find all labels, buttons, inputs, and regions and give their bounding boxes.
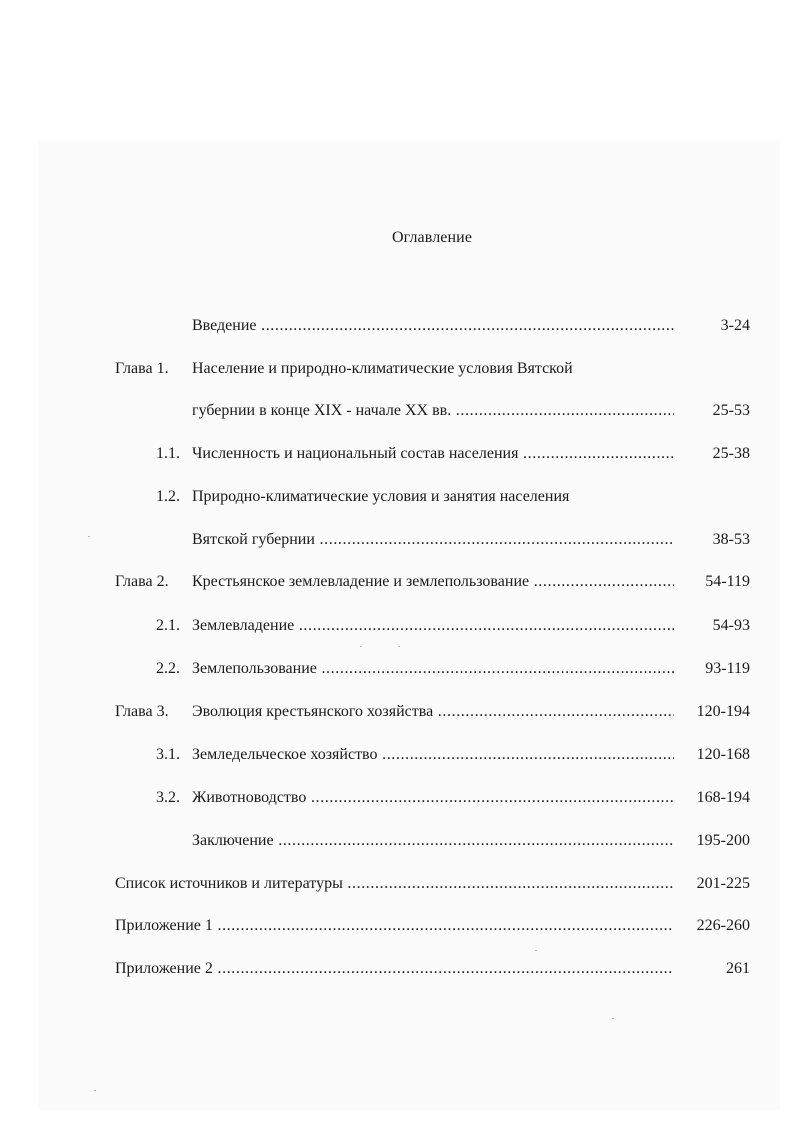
section-number: 1.2. — [156, 488, 180, 505]
chapter-number: Глава 1. — [115, 360, 169, 377]
toc-entry-bibliography[interactable] — [115, 872, 750, 896]
scan-speck — [94, 1090, 96, 1091]
toc-entry-label: Земледельческое хозяйство ..... — [192, 743, 674, 767]
toc-entry-pages: 93-119 — [705, 660, 750, 677]
toc-entry-pages: 120-194 — [696, 703, 750, 720]
toc-entry-pages: 201-225 — [696, 875, 750, 892]
toc-entry-section-1-2-line1[interactable] — [115, 485, 750, 509]
toc-entry-pages: 195-200 — [696, 832, 750, 849]
toc-entry-pages: 54-93 — [712, 617, 750, 634]
toc-entry-label: Землевладение ..... — [192, 614, 674, 638]
chapter-number: Глава 2. — [115, 573, 169, 590]
toc-entry-label: Численность и национальный состав населения ..... — [192, 442, 674, 466]
section-number: 2.1. — [156, 617, 180, 634]
section-number: 2.2. — [156, 660, 180, 677]
toc-entry-label: Приложение 1 ..... — [115, 914, 674, 938]
scan-speck — [360, 646, 362, 647]
toc-entry-label: Землепользование ..... — [192, 657, 674, 681]
scan-speck — [88, 536, 90, 537]
toc-entry-appendix-2[interactable] — [115, 957, 750, 981]
toc-entry-label: Эволюция крестьянского хозяйства ..... — [192, 700, 674, 724]
toc-entry-pages: 168-194 — [696, 789, 750, 806]
toc-entry-label: Приложение 2 ..... — [115, 957, 674, 981]
section-number: 1.1. — [156, 445, 180, 462]
toc-entry-label: Вятской губернии ..... — [192, 528, 674, 552]
toc-entry-label: Природно-климатические условия и занятия населения — [192, 488, 570, 505]
toc-entry-appendix-1[interactable] — [115, 914, 750, 938]
toc-entry-label: Введение ..... — [192, 314, 674, 338]
toc-entry-label: Население и природно-климатические условия Вятской — [192, 360, 573, 377]
toc-entry-section-1-1[interactable] — [115, 442, 750, 466]
section-number: 3.2. — [156, 789, 180, 806]
toc-entry-pages: 3-24 — [720, 317, 750, 334]
toc-entry-label: Список источников и литературы ..... — [115, 872, 674, 896]
toc-title: Оглавление — [391, 229, 473, 246]
section-number: 3.1. — [156, 746, 180, 763]
toc-entry-pages: 226-260 — [696, 917, 750, 934]
toc-entry-label: Заключение ..... — [192, 829, 674, 853]
toc-entry-pages: 120-168 — [696, 746, 750, 763]
toc-entry-pages: 38-53 — [712, 531, 750, 548]
toc-entry-chapter-2[interactable] — [115, 570, 750, 594]
toc-entry-section-3-1[interactable] — [115, 743, 750, 767]
scan-speck — [535, 950, 537, 951]
toc-entry-label: губернии в конце XIX - начале XX вв. ..... — [192, 399, 674, 423]
toc-entry-pages: 25-53 — [712, 402, 750, 419]
toc-entry-pages: 54-119 — [705, 573, 750, 590]
scan-speck — [612, 1018, 614, 1019]
toc-entry-pages: 261 — [726, 960, 750, 977]
toc-entry-conclusion[interactable] — [192, 829, 750, 853]
toc-entry-chapter-1[interactable] — [192, 399, 750, 423]
toc-entry-label: Животноводство ..... — [192, 786, 674, 810]
toc-entry-section-1-2[interactable] — [192, 528, 750, 552]
toc-entry-section-2-2[interactable] — [115, 657, 750, 681]
scan-speck — [398, 646, 400, 647]
toc-entry-chapter-1-line1[interactable] — [115, 357, 750, 381]
toc-entry-label: Крестьянское землевладение и землепользование ..... — [192, 570, 674, 594]
chapter-number: Глава 3. — [115, 703, 169, 720]
toc-entry-chapter-3[interactable] — [115, 700, 750, 724]
toc-entry-introduction[interactable] — [192, 314, 750, 338]
toc-entry-section-3-2[interactable] — [115, 786, 750, 810]
toc-entry-pages: 25-38 — [712, 445, 750, 462]
toc-entry-section-2-1[interactable] — [115, 614, 750, 638]
